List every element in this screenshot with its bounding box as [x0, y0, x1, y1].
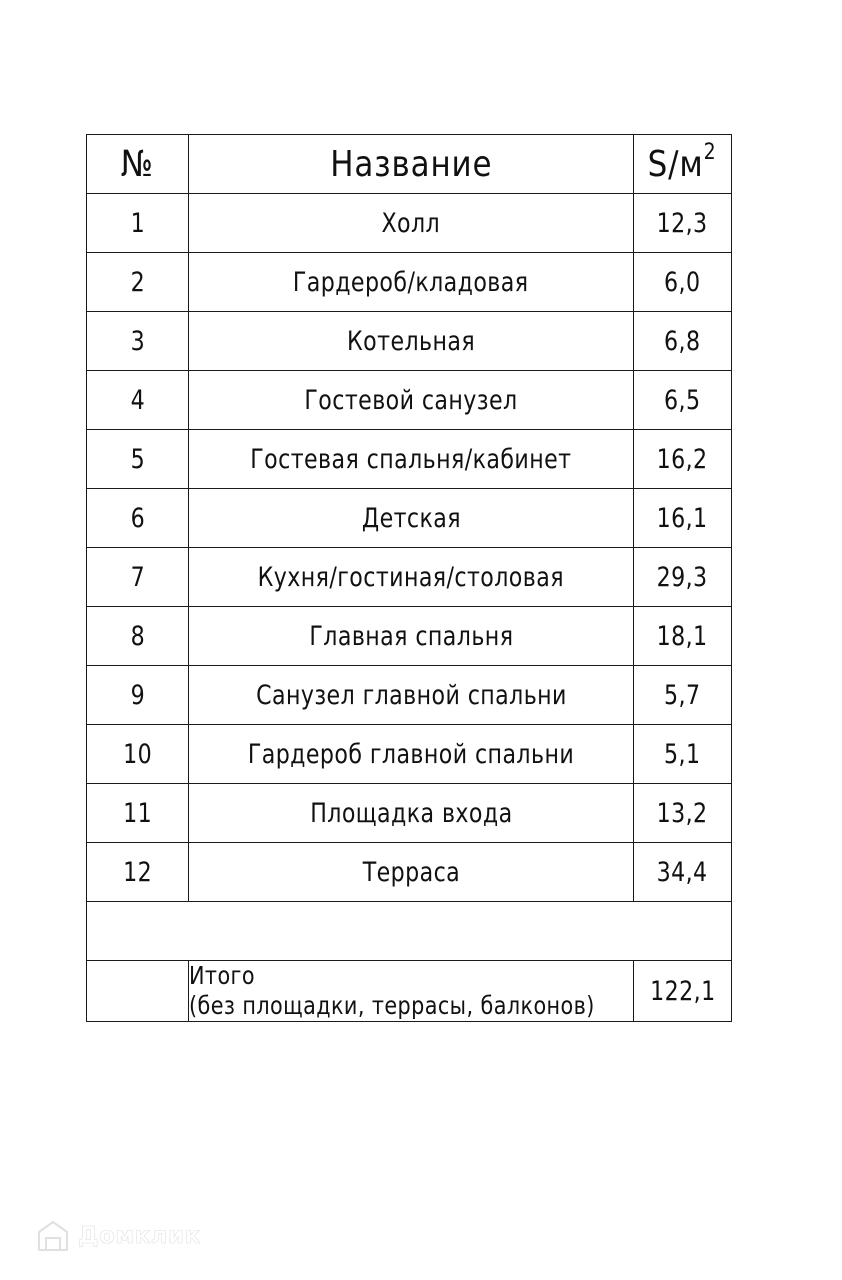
row-number: 12	[87, 843, 189, 902]
table-row	[87, 312, 732, 371]
row-area: 6,8	[633, 312, 731, 371]
total-row	[87, 961, 732, 1022]
row-number: 4	[87, 371, 189, 430]
total-area: 122,1	[633, 961, 731, 1022]
row-number: 10	[87, 725, 189, 784]
row-name: Кухня/гостиная/столовая	[189, 548, 634, 607]
row-area: 16,2	[633, 430, 731, 489]
total-label-line2: (без площадки, террасы, балконов)	[189, 991, 595, 1020]
row-name: Санузел главной спальни	[189, 666, 634, 725]
watermark-text: Домклик	[78, 1223, 201, 1249]
header-number: №	[87, 135, 189, 194]
table-row	[87, 607, 732, 666]
row-area: 34,4	[633, 843, 731, 902]
total-number-cell	[87, 961, 189, 1022]
row-number: 3	[87, 312, 189, 371]
row-area: 18,1	[633, 607, 731, 666]
table-row	[87, 784, 732, 843]
row-name: Котельная	[189, 312, 634, 371]
row-name: Терраса	[189, 843, 634, 902]
watermark	[36, 1219, 201, 1253]
table-row	[87, 194, 732, 253]
row-number: 7	[87, 548, 189, 607]
row-area: 12,3	[633, 194, 731, 253]
row-name: Холл	[189, 194, 634, 253]
row-area: 5,7	[633, 666, 731, 725]
row-area: 5,1	[633, 725, 731, 784]
house-logo-icon	[36, 1219, 70, 1253]
empty-row	[87, 902, 732, 961]
table-row	[87, 666, 732, 725]
row-name: Детская	[189, 489, 634, 548]
table-row	[87, 843, 732, 902]
row-area: 29,3	[633, 548, 731, 607]
row-number: 8	[87, 607, 189, 666]
room-area-table	[86, 134, 732, 1022]
total-label	[189, 961, 634, 1022]
row-number: 1	[87, 194, 189, 253]
row-name: Гардероб/кладовая	[189, 253, 634, 312]
table-row	[87, 371, 732, 430]
row-name: Площадка входа	[189, 784, 634, 843]
table-row	[87, 489, 732, 548]
table-row	[87, 430, 732, 489]
table-header-row	[87, 135, 732, 194]
row-number: 5	[87, 430, 189, 489]
row-name: Гардероб главной спальни	[189, 725, 634, 784]
table-row	[87, 253, 732, 312]
table-row	[87, 548, 732, 607]
row-area: 13,2	[633, 784, 731, 843]
row-area: 6,0	[633, 253, 731, 312]
header-name: Название	[189, 135, 634, 194]
header-area-sup: 2	[703, 139, 717, 165]
total-label-line1: Итого	[189, 961, 256, 990]
empty-cell	[87, 902, 732, 961]
header-area	[633, 135, 731, 194]
row-name: Гостевая спальня/кабинет	[189, 430, 634, 489]
row-area: 16,1	[633, 489, 731, 548]
row-name: Гостевой санузел	[189, 371, 634, 430]
row-number: 2	[87, 253, 189, 312]
row-number: 11	[87, 784, 189, 843]
row-area: 6,5	[633, 371, 731, 430]
table-row	[87, 725, 732, 784]
row-number: 9	[87, 666, 189, 725]
row-name: Главная спальня	[189, 607, 634, 666]
row-number: 6	[87, 489, 189, 548]
header-area-prefix: S/м	[647, 143, 704, 185]
